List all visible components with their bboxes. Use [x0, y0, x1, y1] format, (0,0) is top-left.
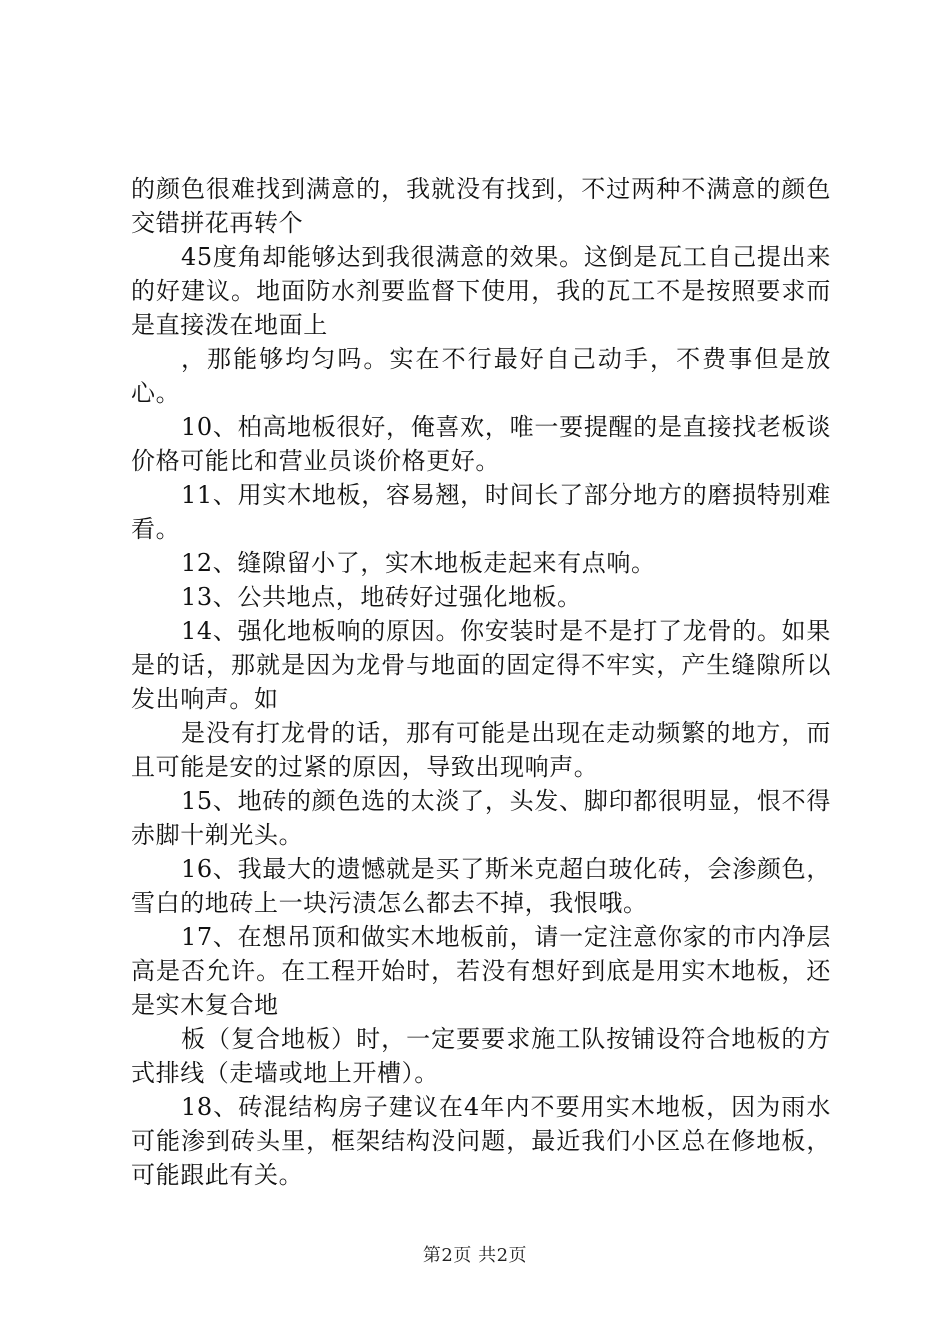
paragraph: ，那能够均匀吗。实在不行最好自己动手，不费事但是放心。 — [131, 345, 831, 407]
paragraph: 16、我最大的遗憾就是买了斯米克超白玻化砖，会渗颜色，雪白的地砖上一块污渍怎么都去不掉，我恨哦。 — [131, 855, 831, 917]
paragraph: 12、缝隙留小了，实木地板走起来有点响。 — [181, 549, 656, 577]
paragraph: 18、砖混结构房子建议在4年内不要用实木地板，因为雨水可能渗到砖头里，框架结构没问题，最近我们小区总在修地板，可能跟此有关。 — [131, 1093, 831, 1189]
paragraph: 45度角却能够达到我很满意的效果。这倒是瓦工自己提出来的好建议。地面防水剂要监督下使用，我的瓦工不是按照要求而是直接泼在地面上 — [131, 243, 831, 339]
paragraph: 13、公共地点，地砖好过强化地板。 — [181, 583, 582, 611]
paragraph: 17、在想吊顶和做实木地板前，请一定注意你家的市内净层高是否允许。在工程开始时，若没有想好到底是用实木地板，还是实木复合地 — [131, 923, 831, 1019]
paragraph: 是没有打龙骨的话，那有可能是出现在走动频繁的地方，而且可能是安的过紧的原因，导致出现响声。 — [131, 719, 831, 781]
page-number-footer: 第2页 共2页 — [422, 1245, 528, 1266]
paragraph: 的颜色很难找到满意的，我就没有找到，不过两种不满意的颜色交错拼花再转个 — [131, 175, 831, 237]
document-body — [131, 172, 831, 1192]
paragraph: 11、用实木地板，容易翘，时间长了部分地方的磨损特别难看。 — [131, 481, 831, 543]
paragraph: 10、柏高地板很好，俺喜欢，唯一要提醒的是直接找老板谈价格可能比和营业员谈价格更好。 — [131, 413, 831, 475]
paragraph: 15、地砖的颜色选的太淡了，头发、脚印都很明显，恨不得赤脚十剃光头。 — [131, 787, 831, 849]
paragraph: 板（复合地板）时，一定要要求施工队按铺设符合地板的方式排线（走墙或地上开槽）。 — [131, 1025, 831, 1087]
paragraph: 14、强化地板响的原因。你安装时是不是打了龙骨的。如果是的话，那就是因为龙骨与地面的固定得不牢实，产生缝隙所以发出响声。如 — [131, 617, 831, 713]
